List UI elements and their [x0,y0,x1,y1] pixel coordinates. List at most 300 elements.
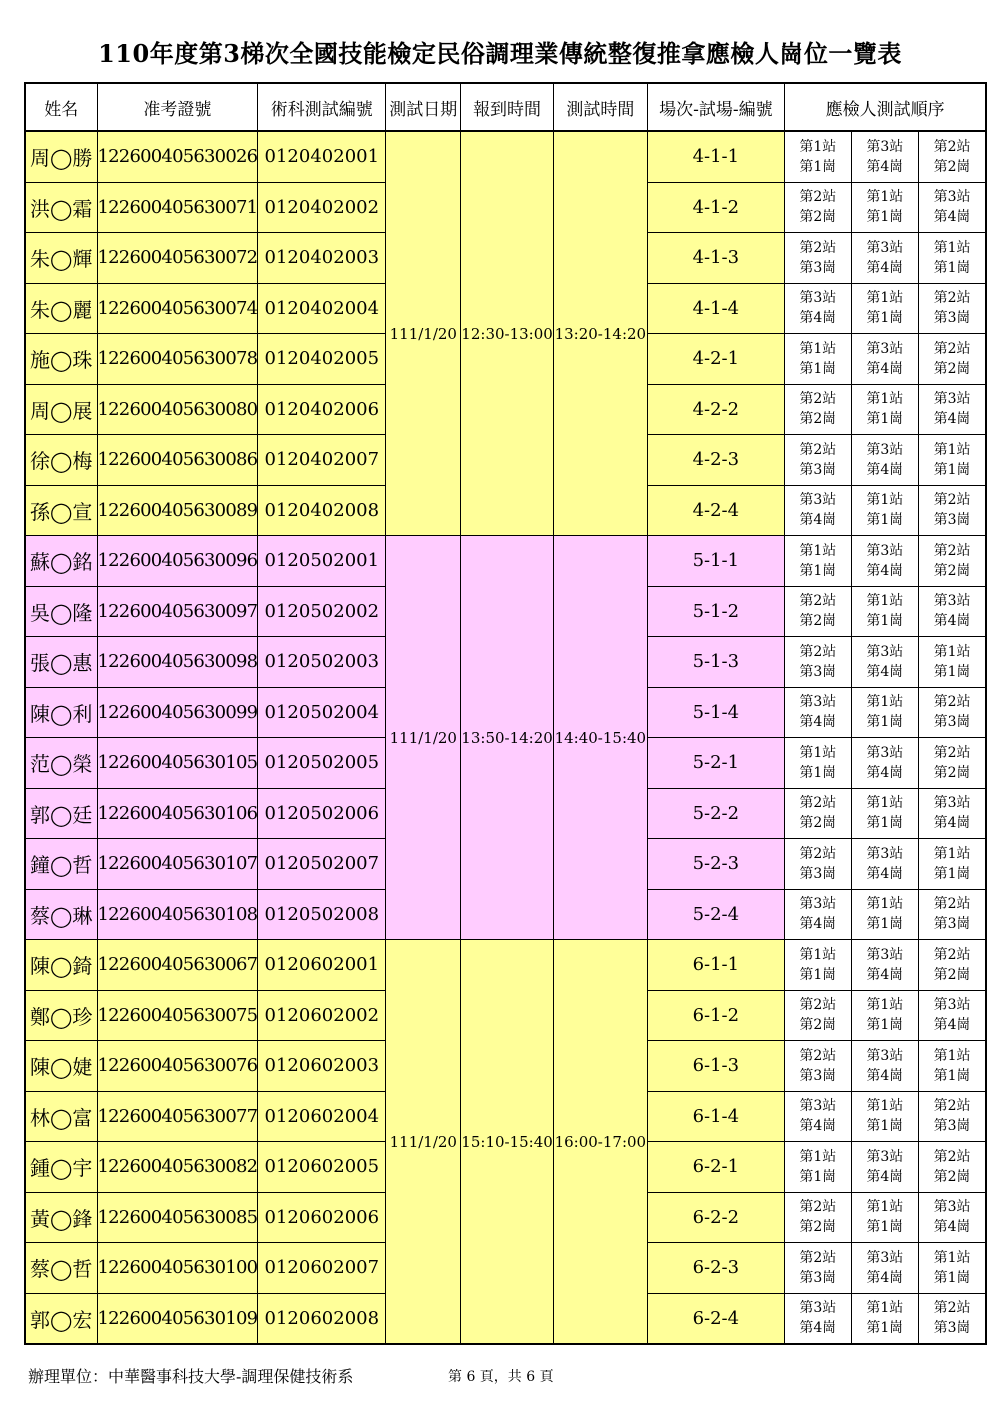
post-label: 第2崗 [933,360,971,377]
session-number: 4-1-4 [647,283,784,334]
table-body [25,131,986,1344]
test-order-cell [784,788,851,839]
station-label: 第2站 [933,492,971,509]
test-order-cell [784,586,851,637]
post-label: 第4崗 [866,1168,904,1185]
station-label: 第2站 [799,593,837,610]
session-number: 5-1-4 [647,687,784,738]
test-code: 0120502008 [258,889,386,940]
session-number: 5-2-1 [647,738,784,789]
post-label: 第4崗 [866,360,904,377]
post-label: 第4崗 [799,714,837,731]
post-label: 第4崗 [866,663,904,680]
test-order-cell [784,637,851,688]
post-label: 第2崗 [799,209,837,226]
post-label: 第1崗 [866,512,904,529]
test-code: 0120602001 [258,940,386,991]
test-order-cell [851,485,918,536]
test-order-cell [784,1243,851,1294]
station-label: 第1站 [866,391,904,408]
test-date-cell: 111/1/20 [386,940,461,1345]
test-time-cell: 16:00-17:00 [553,940,647,1345]
admission-number: 122600405630089 [97,485,258,536]
header-row [25,83,986,131]
station-label: 第1站 [933,441,971,458]
candidate-name: 周◯展 [25,384,97,435]
station-label: 第2站 [799,997,837,1014]
table-row [25,940,986,991]
test-code: 0120402007 [258,435,386,486]
post-label: 第4崗 [933,815,971,832]
test-order-cell [918,334,986,385]
test-code: 0120502002 [258,586,386,637]
post-label: 第2崗 [799,1219,837,1236]
session-number: 6-1-4 [647,1091,784,1142]
post-label: 第1崗 [866,916,904,933]
station-label: 第2站 [799,239,837,256]
station-label: 第3站 [933,391,971,408]
station-label: 第3站 [866,1148,904,1165]
session-number: 4-2-1 [647,334,784,385]
test-order-cell [918,1192,986,1243]
post-label: 第2崗 [799,815,837,832]
header-order: 應檢人測試順序 [784,83,986,131]
post-label: 第3崗 [933,1320,971,1337]
post-label: 第1崗 [866,1320,904,1337]
post-label: 第1崗 [933,1067,971,1084]
post-label: 第1崗 [866,411,904,428]
post-label: 第1崗 [799,966,837,983]
test-order-cell [918,384,986,435]
test-order-cell [851,1041,918,1092]
test-date-cell: 111/1/20 [386,131,461,536]
post-label: 第1崗 [799,1168,837,1185]
test-time-cell: 13:20-14:20 [553,131,647,536]
test-order-cell [784,536,851,587]
header-checkin-time: 報到時間 [461,83,554,131]
station-label: 第2站 [933,340,971,357]
post-label: 第1崗 [866,1017,904,1034]
station-label: 第1站 [933,239,971,256]
candidate-name: 孫◯宣 [25,485,97,536]
test-order-cell [851,435,918,486]
candidate-name: 鍾◯宇 [25,1142,97,1193]
admission-number: 122600405630078 [97,334,258,385]
station-label: 第1站 [866,492,904,509]
station-label: 第1站 [799,946,837,963]
test-order-cell [918,1293,986,1344]
post-label: 第4崗 [866,764,904,781]
admission-number: 122600405630071 [97,182,258,233]
test-order-cell [851,536,918,587]
checkin-time-cell: 15:10-15:40 [461,940,554,1345]
session-number: 5-1-2 [647,586,784,637]
station-label: 第2站 [933,1300,971,1317]
station-label: 第2站 [933,744,971,761]
test-order-cell [784,233,851,284]
test-order-cell [851,687,918,738]
station-label: 第1站 [866,290,904,307]
post-label: 第1崗 [866,310,904,327]
post-label: 第3崗 [933,310,971,327]
checkin-time-cell: 13:50-14:20 [461,536,554,940]
header-admission: 准考證號 [97,83,258,131]
station-label: 第3站 [866,340,904,357]
post-label: 第3崗 [799,1067,837,1084]
test-order-cell [784,1293,851,1344]
station-label: 第2站 [933,694,971,711]
page-title: 110年度第3梯次全國技能檢定民俗調理業傳統整復推拿應檢人崗位一覽表 [98,39,902,68]
admission-number: 122600405630105 [97,738,258,789]
post-label: 第4崗 [933,1017,971,1034]
test-order-cell [851,586,918,637]
test-time-cell: 14:40-15:40 [553,536,647,940]
test-order-cell [851,990,918,1041]
station-label: 第3站 [799,290,837,307]
station-label: 第2站 [799,441,837,458]
candidate-name: 陳◯婕 [25,1041,97,1092]
session-number: 4-1-1 [647,131,784,182]
test-order-cell [851,1091,918,1142]
test-order-cell [851,940,918,991]
admission-number: 122600405630106 [97,788,258,839]
station-label: 第1站 [866,795,904,812]
test-order-cell [851,131,918,182]
station-label: 第3站 [866,744,904,761]
test-order-cell [851,889,918,940]
post-label: 第2崗 [933,1168,971,1185]
test-order-cell [851,1192,918,1243]
station-label: 第1站 [799,1148,837,1165]
session-number: 4-1-3 [647,233,784,284]
station-label: 第3站 [866,946,904,963]
test-order-cell [784,839,851,890]
station-label: 第1站 [866,593,904,610]
post-label: 第3崗 [799,461,837,478]
post-label: 第2崗 [799,411,837,428]
admission-number: 122600405630098 [97,637,258,688]
post-label: 第4崗 [933,1219,971,1236]
test-order-cell [784,687,851,738]
test-order-cell [851,182,918,233]
station-label: 第1站 [799,744,837,761]
post-label: 第1崗 [933,865,971,882]
station-label: 第3站 [933,189,971,206]
test-code: 0120602008 [258,1293,386,1344]
test-code: 0120502001 [258,536,386,587]
station-label: 第3站 [866,643,904,660]
post-label: 第1崗 [866,1219,904,1236]
station-label: 第2站 [799,1047,837,1064]
test-order-cell [784,940,851,991]
admission-number: 122600405630072 [97,233,258,284]
session-number: 6-2-3 [647,1243,784,1294]
test-order-cell [784,283,851,334]
station-label: 第2站 [799,1249,837,1266]
test-order-cell [918,435,986,486]
test-order-cell [851,1293,918,1344]
post-label: 第4崗 [866,1067,904,1084]
candidate-name: 徐◯梅 [25,435,97,486]
post-label: 第3崗 [799,865,837,882]
test-order-cell [918,637,986,688]
admission-number: 122600405630107 [97,839,258,890]
candidate-name: 周◯勝 [25,131,97,182]
candidate-name: 林◯富 [25,1091,97,1142]
candidate-name: 吳◯隆 [25,586,97,637]
post-label: 第4崗 [933,209,971,226]
test-order-cell [918,283,986,334]
test-code: 0120402005 [258,334,386,385]
session-number: 5-2-4 [647,889,784,940]
post-label: 第4崗 [799,310,837,327]
post-label: 第2崗 [933,764,971,781]
test-order-cell [918,536,986,587]
test-order-cell [851,788,918,839]
test-code: 0120602007 [258,1243,386,1294]
test-code: 0120402008 [258,485,386,536]
post-label: 第3崗 [933,916,971,933]
station-label: 第1站 [866,189,904,206]
test-order-cell [784,990,851,1041]
header-session: 場次-試場-編號 [647,83,784,131]
post-label: 第3崗 [799,1269,837,1286]
station-label: 第1站 [866,1199,904,1216]
post-label: 第3崗 [799,259,837,276]
post-label: 第4崗 [799,916,837,933]
station-label: 第2站 [799,845,837,862]
station-label: 第1站 [866,997,904,1014]
session-number: 5-2-2 [647,788,784,839]
post-label: 第1崗 [799,360,837,377]
post-label: 第4崗 [933,411,971,428]
admission-number: 122600405630075 [97,990,258,1041]
test-code: 0120402001 [258,131,386,182]
test-order-cell [851,738,918,789]
session-number: 5-1-1 [647,536,784,587]
test-code: 0120402003 [258,233,386,284]
post-label: 第4崗 [866,562,904,579]
post-label: 第2崗 [933,158,971,175]
post-label: 第1崗 [866,1118,904,1135]
test-code: 0120602003 [258,1041,386,1092]
test-order-cell [851,283,918,334]
test-order-cell [851,334,918,385]
station-label: 第1站 [799,542,837,559]
test-code: 0120502004 [258,687,386,738]
candidate-name: 黃◯鋒 [25,1192,97,1243]
session-number: 6-1-2 [647,990,784,1041]
post-label: 第3崗 [933,714,971,731]
post-label: 第1崗 [799,764,837,781]
station-label: 第3站 [866,1047,904,1064]
session-number: 6-2-1 [647,1142,784,1193]
station-label: 第2站 [799,1199,837,1216]
post-label: 第4崗 [866,158,904,175]
station-label: 第3站 [866,239,904,256]
candidate-name: 郭◯廷 [25,788,97,839]
test-order-cell [784,485,851,536]
test-code: 0120502006 [258,788,386,839]
test-order-cell [784,182,851,233]
candidate-name: 張◯惠 [25,637,97,688]
test-code: 0120402002 [258,182,386,233]
station-label: 第2站 [799,795,837,812]
post-label: 第2崗 [933,966,971,983]
candidate-name: 朱◯輝 [25,233,97,284]
station-label: 第3站 [933,795,971,812]
station-label: 第1站 [866,694,904,711]
test-order-cell [918,990,986,1041]
test-order-cell [851,1142,918,1193]
test-order-cell [784,1041,851,1092]
test-order-cell [918,485,986,536]
header-test-date: 測試日期 [386,83,461,131]
station-label: 第1站 [866,1300,904,1317]
station-label: 第3站 [866,542,904,559]
post-label: 第1崗 [866,714,904,731]
test-code: 0120402004 [258,283,386,334]
test-code: 0120602002 [258,990,386,1041]
session-number: 6-2-4 [647,1293,784,1344]
admission-number: 122600405630097 [97,586,258,637]
test-order-cell [918,788,986,839]
post-label: 第2崗 [933,562,971,579]
session-number: 6-2-2 [647,1192,784,1243]
session-number: 4-2-3 [647,435,784,486]
roster-table [24,82,987,1345]
station-label: 第3站 [799,694,837,711]
admission-number: 122600405630077 [97,1091,258,1142]
test-order-cell [784,334,851,385]
post-label: 第4崗 [799,1118,837,1135]
post-label: 第3崗 [933,1118,971,1135]
station-label: 第2站 [933,896,971,913]
candidate-name: 施◯珠 [25,334,97,385]
session-number: 4-2-2 [647,384,784,435]
test-order-cell [851,233,918,284]
test-order-cell [784,1091,851,1142]
station-label: 第2站 [933,138,971,155]
test-order-cell [784,738,851,789]
candidate-name: 洪◯霜 [25,182,97,233]
station-label: 第3站 [799,492,837,509]
station-label: 第1站 [933,643,971,660]
test-order-cell [851,839,918,890]
test-order-cell [918,687,986,738]
station-label: 第2站 [933,542,971,559]
post-label: 第4崗 [933,613,971,630]
admission-number: 122600405630108 [97,889,258,940]
test-order-cell [851,637,918,688]
test-order-cell [851,1243,918,1294]
candidate-name: 陳◯利 [25,687,97,738]
test-code: 0120602004 [258,1091,386,1142]
test-order-cell [918,1142,986,1193]
candidate-name: 蔡◯琳 [25,889,97,940]
test-order-cell [784,131,851,182]
station-label: 第3站 [866,1249,904,1266]
post-label: 第1崗 [799,562,837,579]
test-order-cell [918,1041,986,1092]
test-order-cell [918,889,986,940]
station-label: 第3站 [799,1300,837,1317]
test-code: 0120602005 [258,1142,386,1193]
test-order-cell [918,182,986,233]
post-label: 第3崗 [933,512,971,529]
candidate-name: 陳◯錡 [25,940,97,991]
station-label: 第2站 [799,391,837,408]
session-number: 5-2-3 [647,839,784,890]
station-label: 第1站 [866,896,904,913]
test-order-cell [784,1142,851,1193]
post-label: 第2崗 [799,1017,837,1034]
station-label: 第1站 [933,1249,971,1266]
station-label: 第2站 [933,1148,971,1165]
header-name: 姓名 [25,83,97,131]
test-order-cell [918,233,986,284]
header-test-code: 術科測試編號 [258,83,386,131]
station-label: 第1站 [866,1098,904,1115]
post-label: 第1崗 [866,613,904,630]
station-label: 第3站 [933,593,971,610]
test-order-cell [784,889,851,940]
admission-number: 122600405630067 [97,940,258,991]
station-label: 第3站 [866,441,904,458]
test-code: 0120502003 [258,637,386,688]
post-label: 第4崗 [799,512,837,529]
session-number: 6-1-1 [647,940,784,991]
admission-number: 122600405630086 [97,435,258,486]
station-label: 第2站 [933,1098,971,1115]
checkin-time-cell: 12:30-13:00 [461,131,554,536]
test-order-cell [784,435,851,486]
post-label: 第1崗 [866,815,904,832]
post-label: 第1崗 [933,259,971,276]
test-date-cell: 111/1/20 [386,536,461,940]
session-number: 6-1-3 [647,1041,784,1092]
station-label: 第3站 [933,1199,971,1216]
test-code: 0120402006 [258,384,386,435]
session-number: 4-1-2 [647,182,784,233]
station-label: 第2站 [933,290,971,307]
test-order-cell [784,384,851,435]
post-label: 第4崗 [866,461,904,478]
test-order-cell [918,586,986,637]
test-order-cell [918,940,986,991]
post-label: 第1崗 [866,209,904,226]
candidate-name: 蘇◯銘 [25,536,97,587]
station-label: 第3站 [866,138,904,155]
candidate-name: 郭◯宏 [25,1293,97,1344]
test-order-cell [918,1243,986,1294]
session-number: 5-1-3 [647,637,784,688]
station-label: 第2站 [933,946,971,963]
test-code: 0120602006 [258,1192,386,1243]
station-label: 第1站 [933,845,971,862]
admission-number: 122600405630074 [97,283,258,334]
post-label: 第4崗 [866,865,904,882]
post-label: 第4崗 [866,966,904,983]
test-order-cell [784,1192,851,1243]
admission-number: 122600405630082 [97,1142,258,1193]
table-row [25,131,986,182]
station-label: 第1站 [799,340,837,357]
session-number: 4-2-4 [647,485,784,536]
post-label: 第1崗 [799,158,837,175]
admission-number: 122600405630085 [97,1192,258,1243]
candidate-name: 鐘◯哲 [25,839,97,890]
